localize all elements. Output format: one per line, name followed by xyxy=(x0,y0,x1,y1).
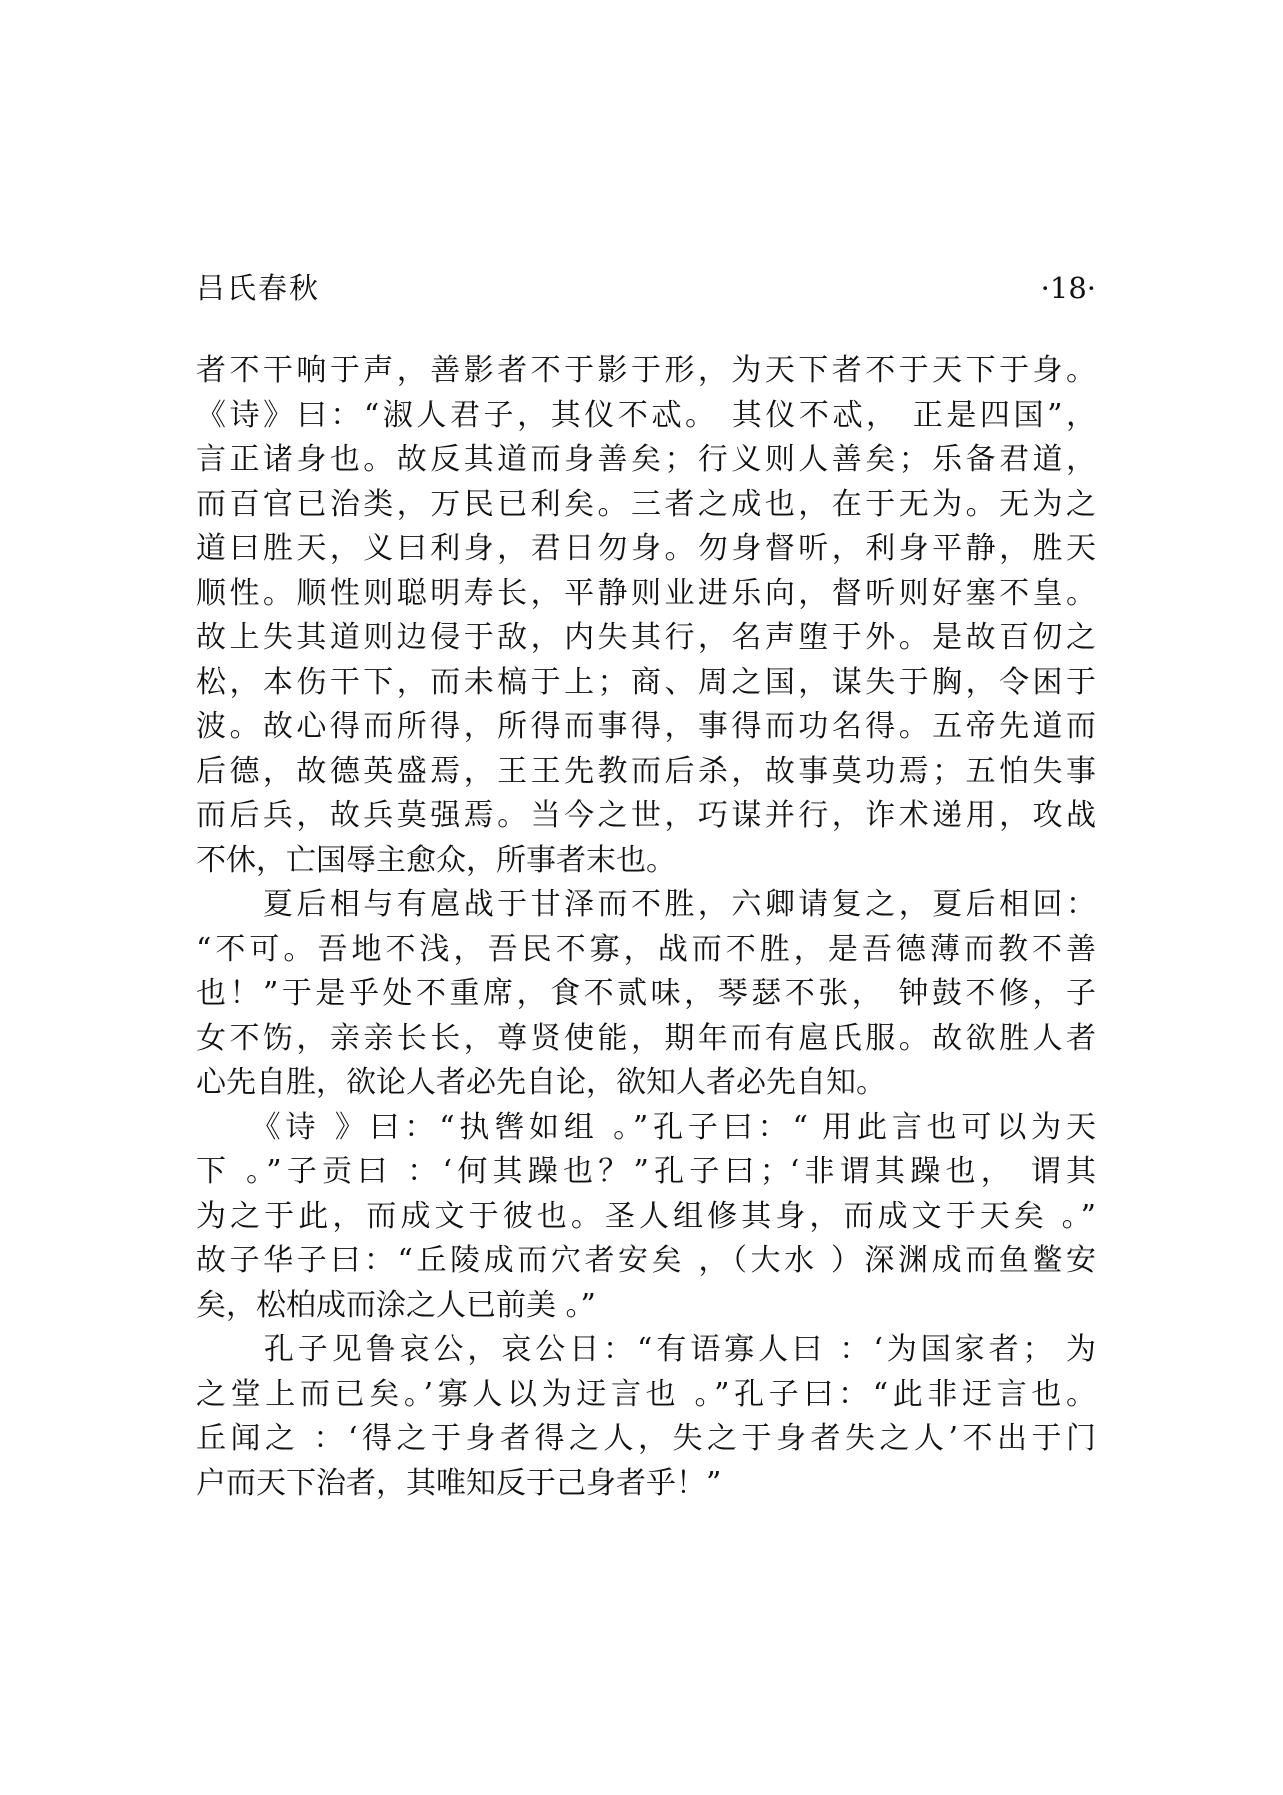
text-line: 故子华子曰：“丘陵成而穴者安矣 ，（大水 ）深渊成而鱼鳖安 xyxy=(196,1243,1096,1278)
text-line: 矣，松柏成而涂之人已前美 。” xyxy=(196,1287,596,1323)
text-line: 松，本伤干下，而未槁于上；商、周之国，谋失于胸，令困于 xyxy=(196,664,1096,700)
text-line: 而百官已治类，万民已利矣。三者之成也，在于无为。无为之 xyxy=(196,486,1096,522)
text-line: 为之于此，而成文于彼也。圣人组修其身，而成文于天矣 。” xyxy=(196,1198,1096,1234)
text-line: 之堂上而已矣。’寡人以为迂言也 。”孔子曰：“此非迂言也。 xyxy=(196,1376,1096,1412)
text-line: 女不饬，亲亲长长，尊贤使能，期年而有扈氏服。故欲胜人者 xyxy=(196,1020,1096,1056)
text-line: 不休，亡国辱主愈众，所事者末也。 xyxy=(196,842,676,878)
text-line: 后德，故德英盛焉，王王先教而后杀，故事莫功焉；五怕失事 xyxy=(196,753,1096,789)
text-line: “不可。吾地不浅，吾民不寡，战而不胜，是吾德薄而教不善 xyxy=(196,931,1096,967)
page-number: ·18· xyxy=(1040,271,1096,305)
text-line: 也！”于是乎处不重席，食不贰味，琴瑟不张， 钟鼓不修，子 xyxy=(196,976,1096,1011)
text-line: 者不干响于声，善影者不于影于形，为天下者不于天下于身。 xyxy=(196,353,1096,388)
body-text xyxy=(196,349,1096,1506)
text-line: 孔子见鲁哀公，哀公日：“有语寡人曰 ：‘为国家者； 为 xyxy=(196,1332,1096,1367)
text-line: 道曰胜天，义曰利身，君日勿身。勿身督听，利身平静，胜天 xyxy=(196,531,1096,566)
text-line: 下 。”子贡曰 ：‘何其躁也？”孔子曰；‘非谓其躁也， 谓其 xyxy=(196,1154,1096,1189)
text-line: 丘闻之 ：‘得之于身者得之人，失之于身者失之人’不出于门 xyxy=(196,1421,1096,1456)
text-line: 《诗》曰：“淑人君子，其仪不忒。 其仪不忒， 正是四国”， xyxy=(196,397,1096,433)
text-line: 心先自胜，欲论人者必先自论，欲知人者必先自知。 xyxy=(196,1065,886,1100)
text-line: 顺性。顺性则聪明寿长，平静则业进乐向，督听则好塞不皇。 xyxy=(196,575,1096,611)
text-line: 而后兵，故兵莫强焉。当今之世，巧谋并行，诈术递用，攻战 xyxy=(196,798,1096,833)
page-header xyxy=(196,266,1096,310)
book-title: 吕氏春秋 xyxy=(196,271,321,305)
text-line: 户而天下治者，其唯知反于己身者乎！” xyxy=(196,1465,722,1501)
text-line: 《诗 》曰：“执辔如组 。”孔子曰：“ 用此言也可以为天 xyxy=(196,1109,1096,1145)
text-line: 故上失其道则边侵于敌，内失其行，名声堕于外。是故百仞之 xyxy=(196,620,1096,655)
text-line: 波。故心得而所得，所得而事得，事得而功名得。五帝先道而 xyxy=(196,709,1096,744)
text-line: 夏后相与有扈战于甘泽而不胜，六卿请复之，夏后相回： xyxy=(196,887,1096,922)
text-line: 言正诸身也。故反其道而身善矣；行义则人善矣；乐备君道， xyxy=(196,442,1096,477)
